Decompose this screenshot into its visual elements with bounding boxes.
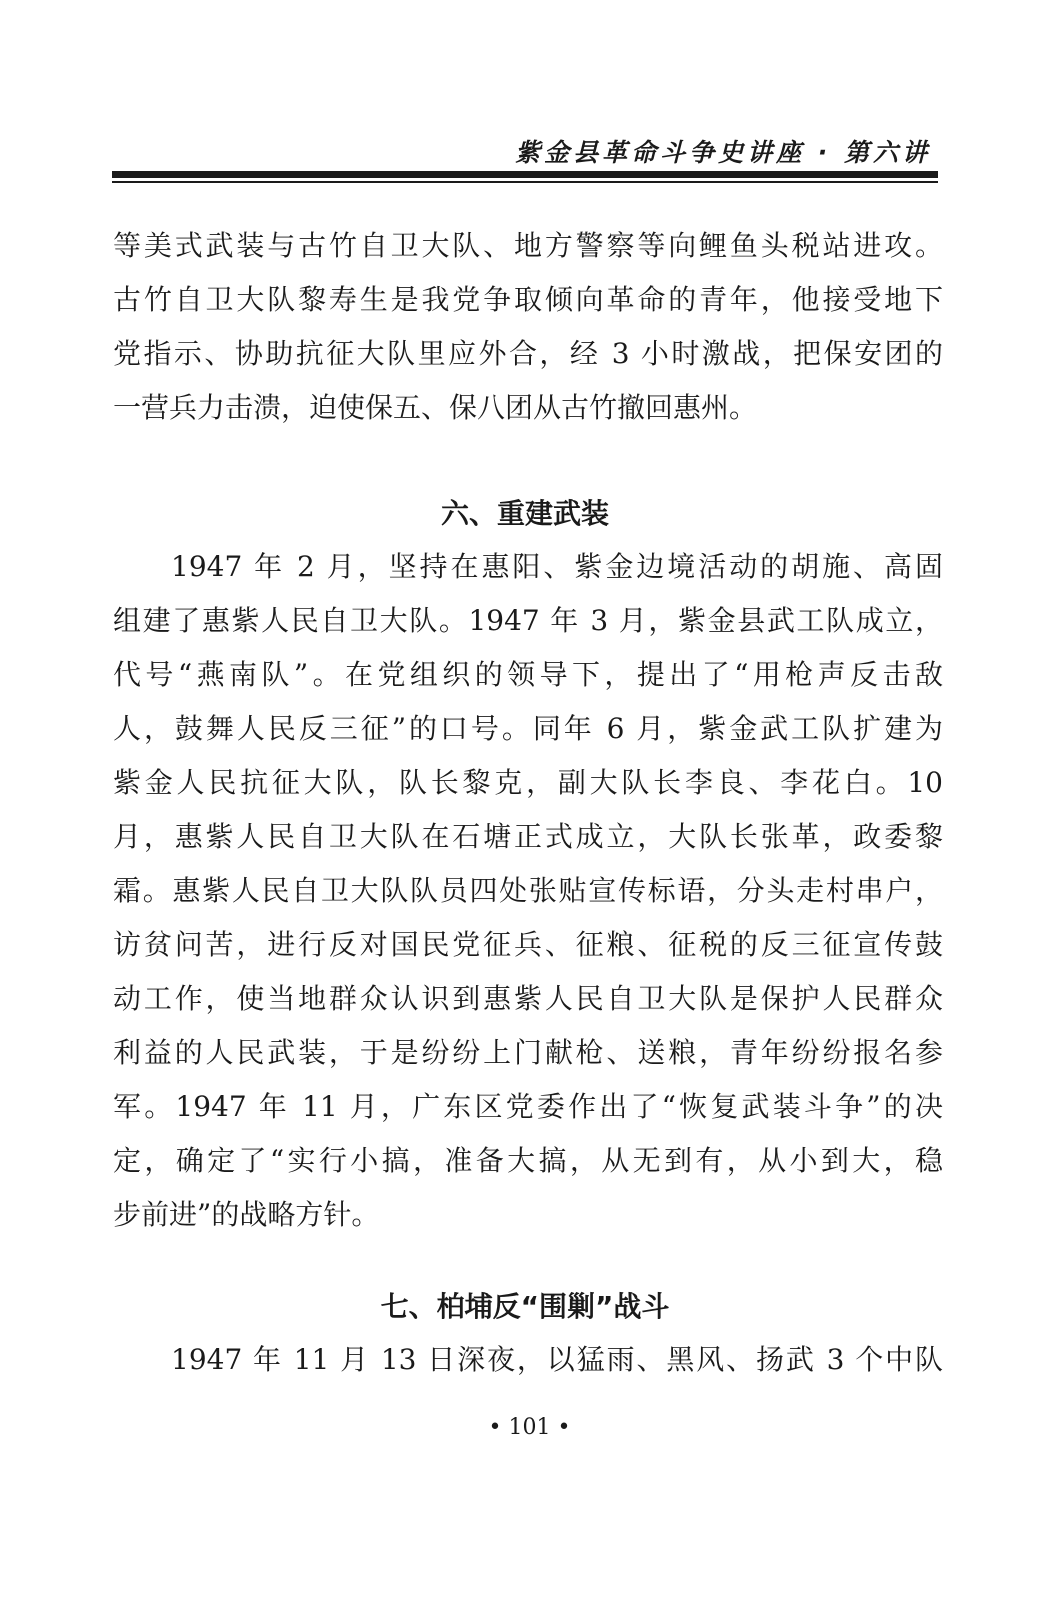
text-line: 1947 年 11 月 13 日深夜，以猛雨、黑风、扬武 3 个中队 <box>171 1343 943 1376</box>
text-line: 霜。惠紫人民自卫大队队员四处张贴宣传标语，分头走村串户， <box>113 874 943 907</box>
section-7-paragraph <box>113 1333 943 1387</box>
section-6-heading: 六、重建武装 <box>440 497 609 530</box>
text-line: 代号“燕南队”。在党组织的领导下，提出了“用枪声反击敌 <box>113 658 943 691</box>
text-line: 步前进”的战略方针。 <box>113 1198 380 1231</box>
intro-paragraph <box>113 219 943 435</box>
text-line: 访贫问苦，进行反对国民党征兵、征粮、征税的反三征宣传鼓 <box>113 928 943 961</box>
text-line: 组建了惠紫人民自卫大队。1947 年 3 月，紫金县武工队成立， <box>113 604 943 637</box>
text-line: 一营兵力击溃，迫使保五、保八团从古竹撤回惠州。 <box>113 391 758 424</box>
text-line: 党指示、协助抗征大队里应外合，经 3 小时激战，把保安团的 <box>113 337 943 370</box>
text-line: 古竹自卫大队黎寿生是我党争取倾向革命的青年，他接受地下 <box>113 283 943 316</box>
text-line: 定，确定了“实行小搞，准备大搞，从无到有，从小到大，稳 <box>113 1144 943 1177</box>
text-line: 月，惠紫人民自卫大队在石塘正式成立，大队长张革，政委黎 <box>113 820 943 853</box>
text-line: 人，鼓舞人民反三征”的口号。同年 6 月，紫金武工队扩建为 <box>113 712 943 745</box>
running-header: 紫金县革命斗争史讲座 · 第六讲 <box>515 138 931 167</box>
text-line: 紫金人民抗征大队，队长黎克，副大队长李良、李花白。10 <box>113 766 943 799</box>
section-6-paragraph <box>113 540 943 1242</box>
header-rule-thin <box>112 181 938 183</box>
text-line: 1947 年 2 月，坚持在惠阳、紫金边境活动的胡施、高固 <box>171 550 943 583</box>
text-line: 动工作，使当地群众认识到惠紫人民自卫大队是保护人民群众 <box>113 982 943 1015</box>
page-number: • 101 • <box>488 1415 571 1440</box>
text-line: 军。1947 年 11 月，广东区党委作出了“恢复武装斗争”的决 <box>113 1090 943 1123</box>
section-7-heading: 七、柏埔反“围剿”战斗 <box>380 1290 670 1323</box>
text-line: 利益的人民武装，于是纷纷上门献枪、送粮，青年纷纷报名参 <box>113 1036 943 1069</box>
header-rule-thick <box>112 171 938 178</box>
text-line: 等美式武装与古竹自卫大队、地方警察等向鲤鱼头税站进攻。 <box>113 229 943 262</box>
